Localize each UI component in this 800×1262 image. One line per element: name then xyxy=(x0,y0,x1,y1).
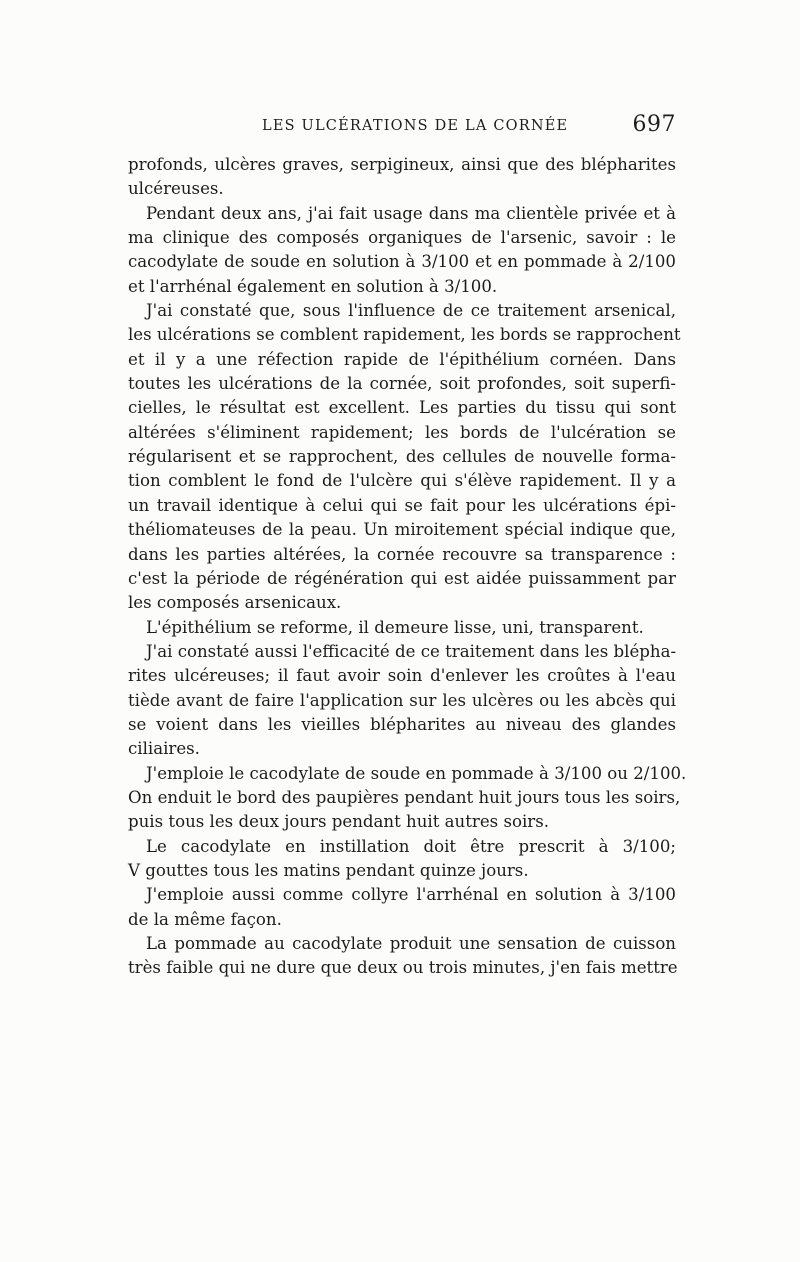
text-line: toutes les ulcérations de la cornée, soit profondes, soit superfi- xyxy=(128,374,676,394)
text-line: un travail identique à celui qui se fait pour les ulcérations épi- xyxy=(128,495,676,515)
text-line: cielles, le résultat est excellent. Les parties du tissu qui sont xyxy=(128,398,676,418)
text-line: puis tous les deux jours pendant huit autres soirs. xyxy=(128,812,549,832)
text-line: tiède avant de faire l'application sur les ulcères ou les abcès qui xyxy=(128,690,676,710)
text-line: J'ai constaté aussi l'efficacité de ce traitement dans les blépha- xyxy=(146,641,677,661)
text-line: et il y a une réfection rapide de l'épithélium cornéen. Dans xyxy=(128,349,676,369)
text-line: J'emploie le cacodylate de soude en pommade à 3/100 ou 2/100. xyxy=(146,763,687,783)
text-line: théliomateuses de la peau. Un miroitement spécial indique que, xyxy=(128,520,676,540)
text-line: ulcéreuses. xyxy=(128,179,224,199)
text-line: Pendant deux ans, j'ai fait usage dans ma clientèle privée et à xyxy=(146,203,676,223)
text-line: profonds, ulcères graves, serpigineux, ainsi que des blépharites xyxy=(128,155,676,174)
text-line: rites ulcéreuses; il faut avoir soin d'enlever les croûtes à l'eau xyxy=(128,666,676,686)
text-line: La pommade au cacodylate produit une sensation de cuisson xyxy=(146,934,676,953)
text-line: les composés arsenicaux. xyxy=(128,593,342,613)
text-line: J'ai constaté que, sous l'influence de ce traitement arsenical, xyxy=(146,301,676,321)
text-line: se voient dans les vieilles blépharites au niveau des glandes xyxy=(128,714,676,734)
text-line: et l'arrhénal également en solution à 3/100. xyxy=(128,276,498,296)
text-line: tion comblent le fond de l'ulcère qui s'élève rapidement. Il y a xyxy=(128,471,676,491)
page-header xyxy=(128,112,676,142)
text-line: V gouttes tous les matins pendant quinze jours. xyxy=(128,860,529,880)
text-line: ciliaires. xyxy=(128,739,200,759)
text-line: de la même façon. xyxy=(128,909,282,929)
text-line: On enduit le bord des paupières pendant huit jours tous les soirs, xyxy=(128,787,681,807)
text-line: dans les parties altérées, la cornée recouvre sa transparence : xyxy=(128,544,676,564)
running-title: LES ULCÉRATIONS DE LA CORNÉE xyxy=(262,118,569,134)
text-line: J'emploie aussi comme collyre l'arrhénal en solution à 3/100 xyxy=(146,885,676,905)
page-number: 697 xyxy=(632,112,676,137)
text-line: régularisent et se rapprochent, des cellules de nouvelle forma- xyxy=(128,447,676,467)
text-line: altérées s'éliminent rapidement; les bords de l'ulcération se xyxy=(128,422,676,442)
text-line: c'est la période de régénération qui est aidée puissamment par xyxy=(128,568,676,588)
body-text xyxy=(128,153,687,981)
text-line: ma clinique des composés organiques de l'arsenic, savoir : le xyxy=(128,228,676,248)
text-line: cacodylate de soude en solution à 3/100 et en pommade à 2/100 xyxy=(128,252,676,272)
text-line: les ulcérations se comblent rapidement, les bords se rapprochent xyxy=(128,325,681,345)
text-line: L'épithélium se reforme, il demeure lisse, uni, transparent. xyxy=(146,617,644,637)
text-line: Le cacodylate en instillation doit être prescrit à 3/100; xyxy=(146,836,676,856)
text-line: très faible qui ne dure que deux ou trois minutes, j'en fais mettre xyxy=(128,958,678,978)
